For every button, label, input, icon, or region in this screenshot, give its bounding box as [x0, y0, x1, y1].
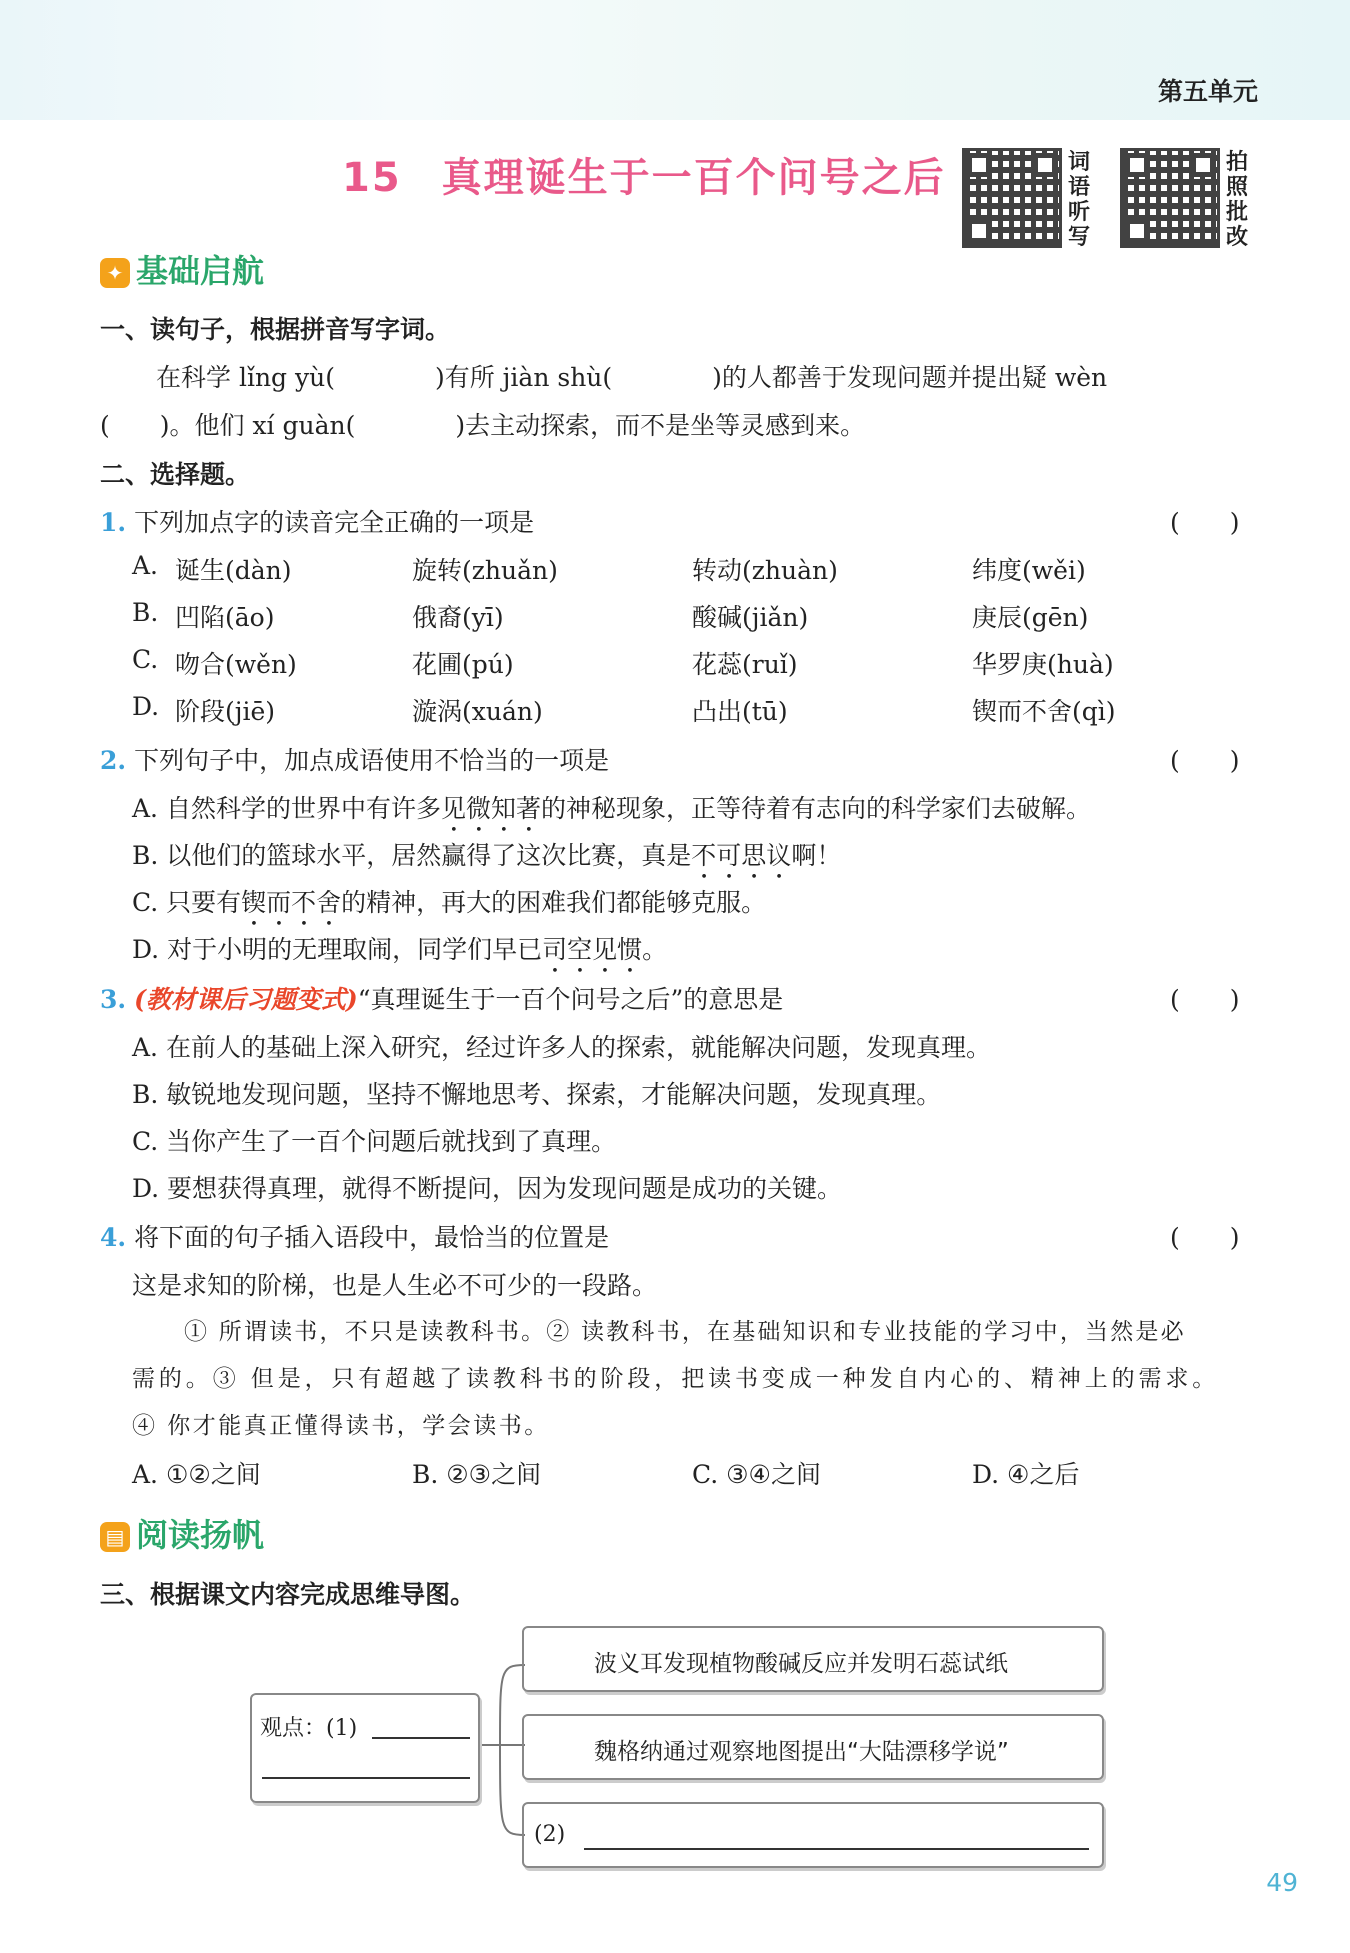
compass-icon: ✦ [100, 258, 130, 288]
q1-option-a: A. [132, 551, 159, 580]
q4-passage-line1: ① 所谓读书，不只是读教科书。② 读教科书，在基础知识和专业技能的学习中，当然是必 [184, 1319, 1186, 1345]
q1-option-b: B. [132, 598, 159, 627]
branch-3-label: (2) [534, 1822, 566, 1847]
q2-option-d: D. 对于小明的无理取闹，同学们早已司空见惯。 [132, 935, 668, 964]
unit-label: 第五单元 [1157, 77, 1258, 106]
viewpoint-box [250, 1693, 480, 1803]
q1-b-word2: 俄裔(yī) [412, 603, 504, 632]
q2-option-b: B. 以他们的篮球水平，居然赢得了这次比赛，真是不可思议啊！ [132, 841, 842, 870]
q2-answer-blank[interactable]: ( ) [1170, 746, 1240, 775]
grading-qr-code[interactable] [1120, 148, 1220, 248]
q1-stem: 1. 下列加点字的读音完全正确的一项是 [100, 508, 535, 537]
section-basics: ✦ 基础启航 [100, 246, 264, 292]
q1-option-c: C. [132, 645, 159, 674]
q1-answer-blank[interactable]: ( ) [1170, 508, 1240, 537]
q1-c-word1: 吻合(wěn) [175, 650, 297, 679]
viewpoint-blank-1[interactable] [372, 1737, 470, 1739]
q1-b-word3: 酸碱(jiǎn) [692, 603, 809, 632]
q4-answer-blank[interactable]: ( ) [1170, 1223, 1240, 1252]
branch-2-text: 魏格纳通过观察地图提出“大陆漂移学说” [594, 1739, 1009, 1765]
q1-c-word4: 华罗庚(huà) [972, 650, 1114, 679]
q1-c-word2: 花圃(pú) [412, 650, 514, 679]
q1-a-word2: 旋转(zhuǎn) [412, 556, 558, 585]
branch-3-blank[interactable] [584, 1848, 1089, 1850]
q1-a-word1: 诞生(dàn) [175, 556, 292, 585]
q1-d-word4: 锲而不舍(qì) [972, 697, 1116, 726]
branch-box-2 [522, 1714, 1104, 1780]
branch-box-1 [522, 1626, 1104, 1692]
part1-heading: 一、读句子，根据拼音写字词。 [100, 315, 451, 344]
q1-b-word4: 庚辰(gēn) [972, 603, 1089, 632]
viewpoint-label: 观点：(1) [260, 1716, 358, 1741]
q2-stem: 2. 下列句子中，加点成语使用不恰当的一项是 [100, 746, 610, 775]
part3-heading: 三、根据课文内容完成思维导图。 [100, 1580, 476, 1609]
q1-d-word3: 凸出(tū) [692, 697, 788, 726]
part1-line2: ( )。他们 xí guàn( )去主动探索，而不是坐等灵感到来。 [100, 411, 866, 440]
q4-passage-line2: 需的。③ 但是，只有超越了读教科书的阶段，把读书变成一种发自内心的、精神上的需求。 [132, 1366, 1220, 1392]
lesson-title [342, 146, 946, 203]
q3-option-a: A. 在前人的基础上深入研究，经过许多人的探索，就能解决问题，发现真理。 [132, 1033, 991, 1062]
q4-choice-b: B. ②③之间 [412, 1460, 542, 1489]
book-icon: ▤ [100, 1522, 130, 1552]
q1-d-word1: 阶段(jiē) [175, 697, 276, 726]
q4-choice-c: C. ③④之间 [692, 1460, 821, 1489]
q3-option-b: B. 敏锐地发现问题，坚持不懈地思考、探索，才能解决问题，发现真理。 [132, 1080, 942, 1109]
q1-a-word3: 转动(zhuàn) [692, 556, 838, 585]
q1-a-word4: 纬度(wěi) [972, 556, 1086, 585]
q2-option-c: C. 只要有锲而不舍的精神，再大的困难我们都能够克服。 [132, 888, 767, 917]
viewpoint-blank-2[interactable] [262, 1777, 470, 1779]
q3-option-c: C. 当你产生了一百个问题后就找到了真理。 [132, 1127, 617, 1156]
lesson-title-text: 真理诞生于一百个问号之后 [441, 155, 946, 201]
branch-box-3 [522, 1802, 1104, 1868]
header-band [0, 0, 1350, 120]
page-number: 49 [1266, 1868, 1298, 1897]
q4-stem: 4. 将下面的句子插入语段中，最恰当的位置是 [100, 1223, 610, 1252]
section-reading: ▤ 阅读扬帆 [100, 1510, 264, 1556]
dictation-qr-code[interactable] [962, 148, 1062, 248]
qr1-label: 词语听写 [1068, 150, 1091, 250]
qr2-label: 拍照批改 [1226, 150, 1249, 250]
q2-option-a: A. 自然科学的世界中有许多见微知著的神秘现象，正等待着有志向的科学家们去破解。 [132, 794, 1092, 823]
branch-1-text: 波义耳发现植物酸碱反应并发明石蕊试纸 [594, 1651, 1008, 1677]
q3-answer-blank[interactable]: ( ) [1170, 985, 1240, 1014]
q1-b-word1: 凹陷(āo) [175, 603, 275, 632]
q4-choice-d: D. ④之后 [972, 1460, 1080, 1489]
lesson-number: 15 [342, 155, 402, 201]
q3-option-d: D. 要想获得真理，就得不断提问，因为发现问题是成功的关键。 [132, 1174, 843, 1203]
q1-d-word2: 漩涡(xuán) [412, 697, 543, 726]
q1-c-word3: 花蕊(ruǐ) [692, 650, 798, 679]
q3-stem: 3. (教材课后习题变式)“真理诞生于一百个问号之后”的意思是 [100, 985, 784, 1014]
q4-sentence: 这是求知的阶梯，也是人生必不可少的一段路。 [132, 1271, 658, 1300]
q4-choice-a: A. ①②之间 [132, 1460, 261, 1489]
q4-passage-line3: ④ 你才能真正懂得读书，学会读书。 [132, 1413, 550, 1439]
part2-heading: 二、选择题。 [100, 460, 251, 489]
q1-option-d: D. [132, 692, 160, 721]
part1-line1: 在科学 lǐng yù( )有所 jiàn shù( )的人都善于发现问题并提出疑 wèn [156, 363, 1108, 392]
